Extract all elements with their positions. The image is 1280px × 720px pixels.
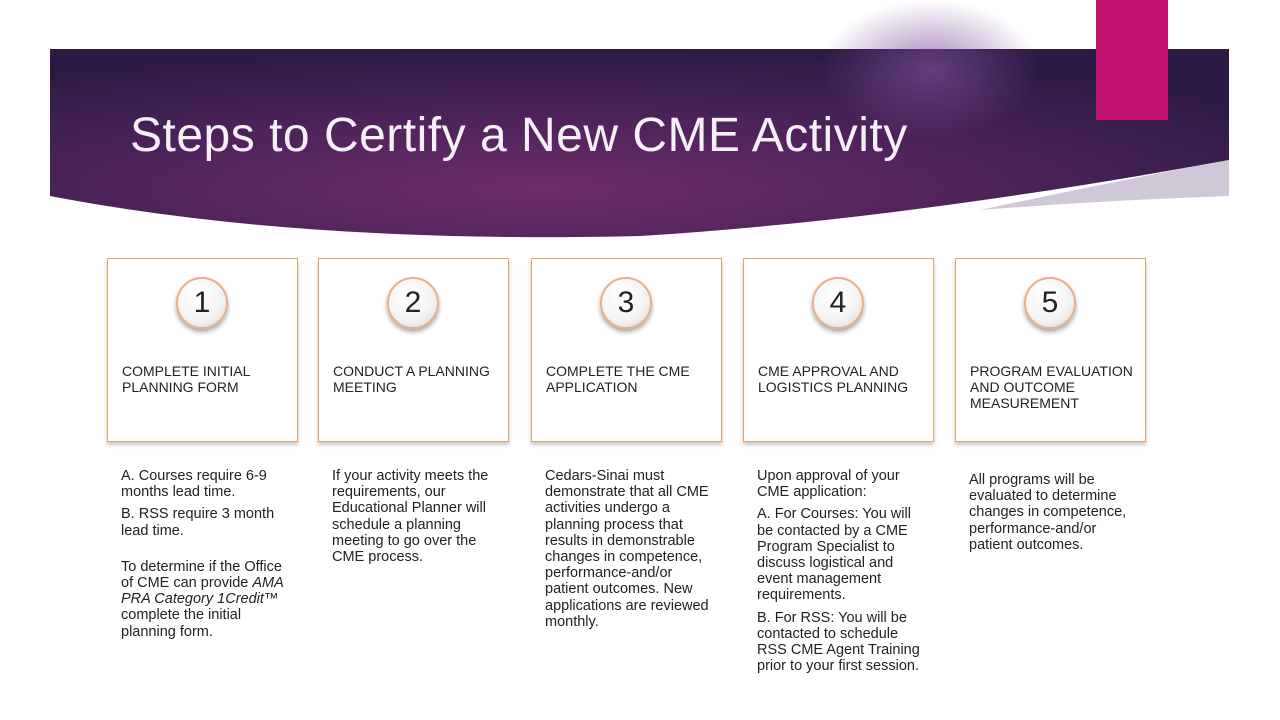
step-card-4 [743,258,934,442]
lead-time-rss: B. RSS require 3 month lead time. [121,506,275,539]
step-3-description [545,468,715,630]
step-5-description [969,472,1139,553]
description-text: Cedars-Sinai must demonstrate that all CME activities undergo a planning process that results in demonstrable changes in competence, performance-and/or patient outcomes. New applications are reviewed monthly. [545,468,709,630]
courses-logistics: A. For Courses: You will be contacted by a CME Program Specialist to discuss logistical and event management requirements. [757,506,911,604]
step-card-1 [107,258,298,442]
step-title: COMPLETE THE CME APPLICATION [546,363,690,395]
accent-bar [1096,0,1168,120]
step-number-badge: 5 [1024,277,1076,329]
step-card-2 [318,258,509,442]
slide-title: Steps to Certify a New CME Activity [130,109,908,162]
step-number-badge: 3 [600,277,652,329]
lead-time-courses: A. Courses require 6-9 months lead time. [121,468,267,501]
step-number-badge: 1 [176,277,228,329]
step-title: CONDUCT A PLANNING MEETING [333,363,490,395]
step-card-5 [955,258,1146,442]
step-number-badge: 2 [387,277,439,329]
credit-designation: AMA PRA Category 1Credit™ [121,575,284,608]
step-title: PROGRAM EVALUATION AND OUTCOME MEASUREMENT [970,363,1133,411]
credit-eligibility-text: To determine if the Office of CME can provide AMA PRA Category 1Credit™ complete the initial planning form. [121,558,284,640]
step-2-description [332,468,502,565]
step-title: CME APPROVAL AND LOGISTICS PLANNING [758,363,909,395]
approval-intro: Upon approval of your CME application: [757,468,900,501]
description-text: If your activity meets the requirements, our Educational Planner will schedule a planning meeting to go over the CME process. [332,468,489,566]
step-title: COMPLETE INITIAL PLANNING FORM [122,363,250,395]
rss-logistics: B. For RSS: You will be contacted to schedule RSS CME Agent Training prior to your first session. [757,609,920,675]
description-text: All programs will be evaluated to determine changes in competence, performance-and/or patient outcomes. [969,472,1127,553]
step-1-description [121,468,291,640]
step-number-badge: 4 [812,277,864,329]
step-4-description [757,468,927,674]
step-card-3 [531,258,722,442]
